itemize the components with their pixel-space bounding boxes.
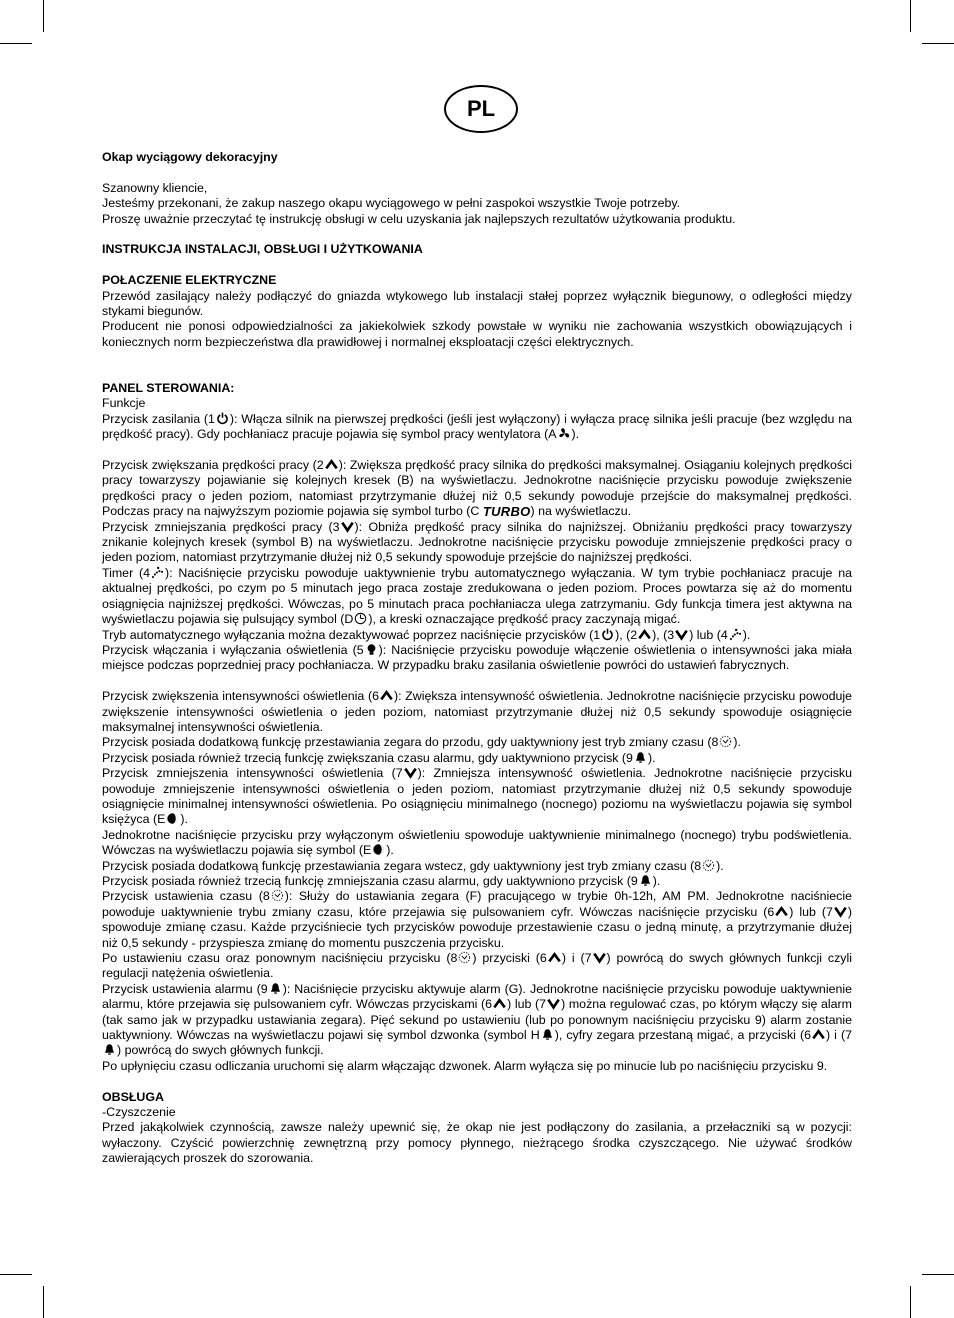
- heading-control-panel: PANEL STEROWANIA:: [102, 381, 235, 396]
- greeting: Szanowny kliencie,: [102, 180, 208, 195]
- crop-mark: [910, 1286, 911, 1318]
- clock-setting-icon: [271, 889, 284, 902]
- intro-line-2: Proszę uważnie przeczytać tę instrukcję obsługi w celu uzyskania jak najlepszych rezultatów użytkowania produktu.: [102, 211, 736, 226]
- turbo-symbol: TURBO: [482, 504, 531, 520]
- clock-icon: [354, 612, 367, 625]
- chevron-up-icon: [812, 1028, 825, 1041]
- bell-icon: [269, 982, 282, 995]
- light-down-alarm-para: Przycisk posiada również trzecią funkcję zmniejszania czasu alarmu, gdy uaktywniono przycisk (9 ).: [102, 874, 661, 888]
- clock-setting-icon: [458, 951, 471, 964]
- speed-down-para: Przycisk zmniejszania prędkości pracy (3 ): Obniża prędkość pracy silnika do najniższej. Obniżaniu prędkości pracy towarzyszy znikanie kolejnych kresek (symbol B) na wyświetlaczu. Jednokrotne naciśnięcie przycisku powoduje zmniejszenie prędkości pracy o jeden poziom, natomiast przytrzymanie dłużej niż 0,5 sekundy spowoduje przejście do najniższej prędkości.: [102, 519, 852, 565]
- intro-line-1: Jesteśmy przekonani, że zakup naszego okapu wyciągowego w pełni zaspokoi wszystkie Twoje potrzeby.: [102, 196, 681, 211]
- chevron-down-icon: [404, 766, 417, 779]
- chevron-up-icon: [638, 628, 651, 641]
- night-mode-para: Jednokrotne naciśnięcie przycisku przy wyłączonym oświetleniu spowoduje uaktywnienie minimalnego (nocnego) trybu podświetlenia. Wówczas na wyświetlaczu pojawia się symbol (E ).: [102, 827, 852, 858]
- bulb-icon: [365, 643, 378, 656]
- power-button-para: Przycisk zasilania (1 ): Włącza silnik na pierwszej prędkości (jeśli jest wyłączony) i wyłącza pracę silnika jeśli pracuje (bez względu na prędkość pracy). Gdy pochłaniacz pracuje pojawia się symbol pracy wentylatora (A ).: [102, 411, 852, 442]
- crop-mark: [0, 43, 32, 44]
- auto-off-para: Tryb automatycznego wyłączania można dezaktywować poprzez naciśnięcie przycisków (1 ), (2 ), (3 ) lub (4 ).: [102, 627, 751, 642]
- crop-mark: [43, 0, 44, 32]
- bell-icon: [103, 1043, 116, 1056]
- chevron-down-icon: [834, 905, 847, 918]
- chevron-down-icon: [593, 951, 606, 964]
- document-body: [102, 150, 852, 1167]
- chevron-down-icon: [547, 997, 560, 1010]
- clock-setting-icon: [702, 859, 715, 872]
- crop-mark: [910, 0, 911, 32]
- cleaning-para: Przed jakąkolwiek czynnością, zawsze należy upewnić się, że okap nie jest podłączony do zasilania, a przełaczniki są w pozycji: wyłaczony. Czyścić powierzchnię zewnętrzną przy pomocy płynnego, nieżrącego środka czyszczącego. Nie używać środków zawierających proszek do szorowania.: [102, 1120, 852, 1166]
- chevron-up-icon: [548, 951, 561, 964]
- moon-icon: [372, 843, 385, 856]
- crop-mark: [922, 1274, 954, 1275]
- chevron-up-icon: [325, 458, 338, 471]
- chevron-up-icon: [775, 905, 788, 918]
- light-up-alarm-para: Przycisk posiada również trzecią funkcję zwiększania czasu alarmu, gdy uaktywniono przycisk (9 ).: [102, 750, 656, 765]
- light-down-clock-para: Przycisk posiada dodatkową funkcję przestawiania zegara wstecz, gdy uaktywniony jest tryb zmiany czasu (8 ).: [102, 858, 724, 873]
- power-icon: [601, 628, 614, 641]
- fan-icon: [558, 427, 571, 440]
- light-up-clock-para: Przycisk posiada dodatkową funkcję przestawiania zegara do przodu, gdy uaktywniony jest tryb zmiany czasu (8 ).: [102, 735, 741, 750]
- bell-icon: [634, 751, 647, 764]
- heading-electrical: POŁACZENIE ELEKTRYCZNE: [102, 273, 277, 288]
- power-icon: [216, 412, 229, 425]
- alarm-set-para: Przycisk ustawienia alarmu (9 ): Naciśnięcie przycisku aktywuje alarm (G). Jednokrotne naciśnięcie przycisku powoduje uaktywnienie alarmu, które przejawia się pulsowaniem cyfr. Wówczas przyciskami (6 ) lub (7 ) można regulować czas, po którym włączy się alarm (tak samo jak w przypadku ustawiania zegara). Pięć sekund po ustawieniu (lub po ponownym naciśnięciu przycisku 9) alarm zostanie uaktywniony. Wówczas na wyświetlaczu pojawi się symbol dzwonka (symbol H ), cyfry zegara przestaną migać, a przyciski (6 ) i (7 ) powrócą do swych głównych funkcji.: [102, 981, 852, 1058]
- bell-icon: [541, 1028, 554, 1041]
- electrical-para-2: Producent nie ponosi odpowiedzialności za jakiekolwiek szkody powstałe w wyniku nie zachowania wszystkich obowiązujących i koniecznych norm bezpieczeństwa dla prawidłowej i normalnej eksploatacji części elektrycznych.: [102, 319, 852, 349]
- crop-mark: [0, 1274, 32, 1275]
- clock-return-para: Po ustawieniu czasu oraz ponownym naciśnięciu przycisku (8 ) przyciski (6 ) i (7 ) powrócą do swych głównych funkcji czyli regulacji natężenia oświetlenia.: [102, 951, 852, 981]
- heading-instructions: INSTRUKCJA INSTALACJI, OBSŁUGI I UŻYTKOWANIA: [102, 242, 423, 257]
- crop-mark: [43, 1286, 44, 1318]
- clock-set-para: Przycisk ustawienia czasu (8 ): Służy do ustawiania zegara (F) pracującego w trybie 0h-12h, AM PM. Jednokrotne naciśniecie powoduje uaktywnienie trybu zmiany czasu, które przejawia się pulsowaniem cyfr. Wówczas naciśnięcie przycisku (6 ) lub (7 ) spowoduje zmianę czasu. Każde przyciśniecie tych przycisków powoduje przestawienie czasu o jedną minutę, a przytrzymanie dłużej niż 0,5 sekundy - przyspiesza zmianę do momentu puszczenia przycisku.: [102, 889, 852, 950]
- bell-icon: [639, 874, 652, 887]
- light-toggle-para: Przycisk włączania i wyłączania oświetlenia (5 ): Naciśnięcie przycisku powoduje włączenie oświetlenia o intensywności jaka miała miejsce podczas poprzedniej pracy pochłaniacza. W przypadku braku zasilania oświetlenie powróci do ustawień fabrycznych.: [102, 642, 853, 673]
- timer-para: Timer (4 ): Naciśnięcie przycisku powoduje uaktywnienie trybu automatycznego wyłączania. W tym trybie pochłaniacz pracuje na aktualnej prędkości, po czym po 5 minutach jego praca zostaje zredukowana o jeden poziom. Proces powtarza się aż do momentu osiągnięcia najniższej prędkości. Wówczas, po 5 minutach praca pochłaniacza ulega zatrzymaniu. Gdy funkcja timera jest aktywna na wyświetlaczu pojawia się pulsujący symbol (D ), a kreski oznaczające prędkość pracy zaczynają migać.: [102, 565, 852, 627]
- timer-icon: [729, 628, 742, 641]
- chevron-down-icon: [675, 628, 688, 641]
- alarm-end-para: Po upłynięciu czasu odliczania uruchomi się alarm włączając dzwonek. Alarm wyłącza się po minucie lub po naciśnięciu przycisku 9.: [102, 1058, 828, 1073]
- clock-setting-icon: [719, 735, 732, 748]
- heading-operation: OBSŁUGA: [102, 1089, 164, 1104]
- language-badge: PL: [444, 85, 518, 133]
- moon-icon: [166, 812, 179, 825]
- cleaning-label: -Czyszczenie: [102, 1105, 176, 1120]
- light-down-para: Przycisk zmniejszenia intensywności oświetlenia (7 ): Zmniejsza intensywność oświetlenia. Jednokrotne naciśnięcie przycisku powoduje zmniejszenie intensywności oświetlenia o jeden poziom, natomiast przytrzymanie dłużej niż 0,5 sekundy spowoduje osiągnięcie minimalnej intensywności oświetlenia. Po osiągnięciu minimalnego (nocnego) poziomu na wyświetlaczu pojawia się symbol księżyca (E ).: [102, 766, 852, 827]
- chevron-down-icon: [341, 520, 354, 533]
- crop-mark: [922, 43, 954, 44]
- chevron-up-icon: [380, 689, 393, 702]
- light-up-para: Przycisk zwiększenia intensywności oświetlenia (6 ): Zwiększa intensywność oświetlenia. Jednokrotne naciśnięcie przycisku powoduje zwiększenie intensywności oświetlenia o jeden poziom, natomiast przytrzymanie dłużej niż 0,5 sekundy spowoduje osiągnięcie maksymalnej intensywności oświetlenia.: [102, 689, 853, 734]
- speed-up-para: Przycisk zwiększania prędkości pracy (2 ): Zwiększa prędkość pracy silnika do prędkości maksymalnej. Osiąganiu kolejnych prędkości pracy towarzyszy pojawianie się kolejnych kresek (B) na wyświetlaczu. Jednokrotne naciśnięcie przycisku powoduje zwiększenie prędkości pracy o jeden poziom, natomiast przytrzymanie dłużej niż 0,5 sekundy powoduje przejście do maksymalnej prędkości. Podczas pracy na najwyższym poziomie pojawia się symbol turbo (C TURBO) na wyświetlaczu.: [102, 458, 852, 520]
- doc-title: Okap wyciągowy dekoracyjny: [102, 150, 278, 164]
- timer-icon: [151, 566, 164, 579]
- functions-label: Funkcje: [102, 396, 146, 411]
- chevron-up-icon: [493, 997, 506, 1010]
- electrical-para-1: Przewód zasilający należy podłączyć do gniazda wtykowego lub instalacji stałej poprzez wyłącznik biegunowy, o odległości między stykami biegunów.: [102, 288, 852, 319]
